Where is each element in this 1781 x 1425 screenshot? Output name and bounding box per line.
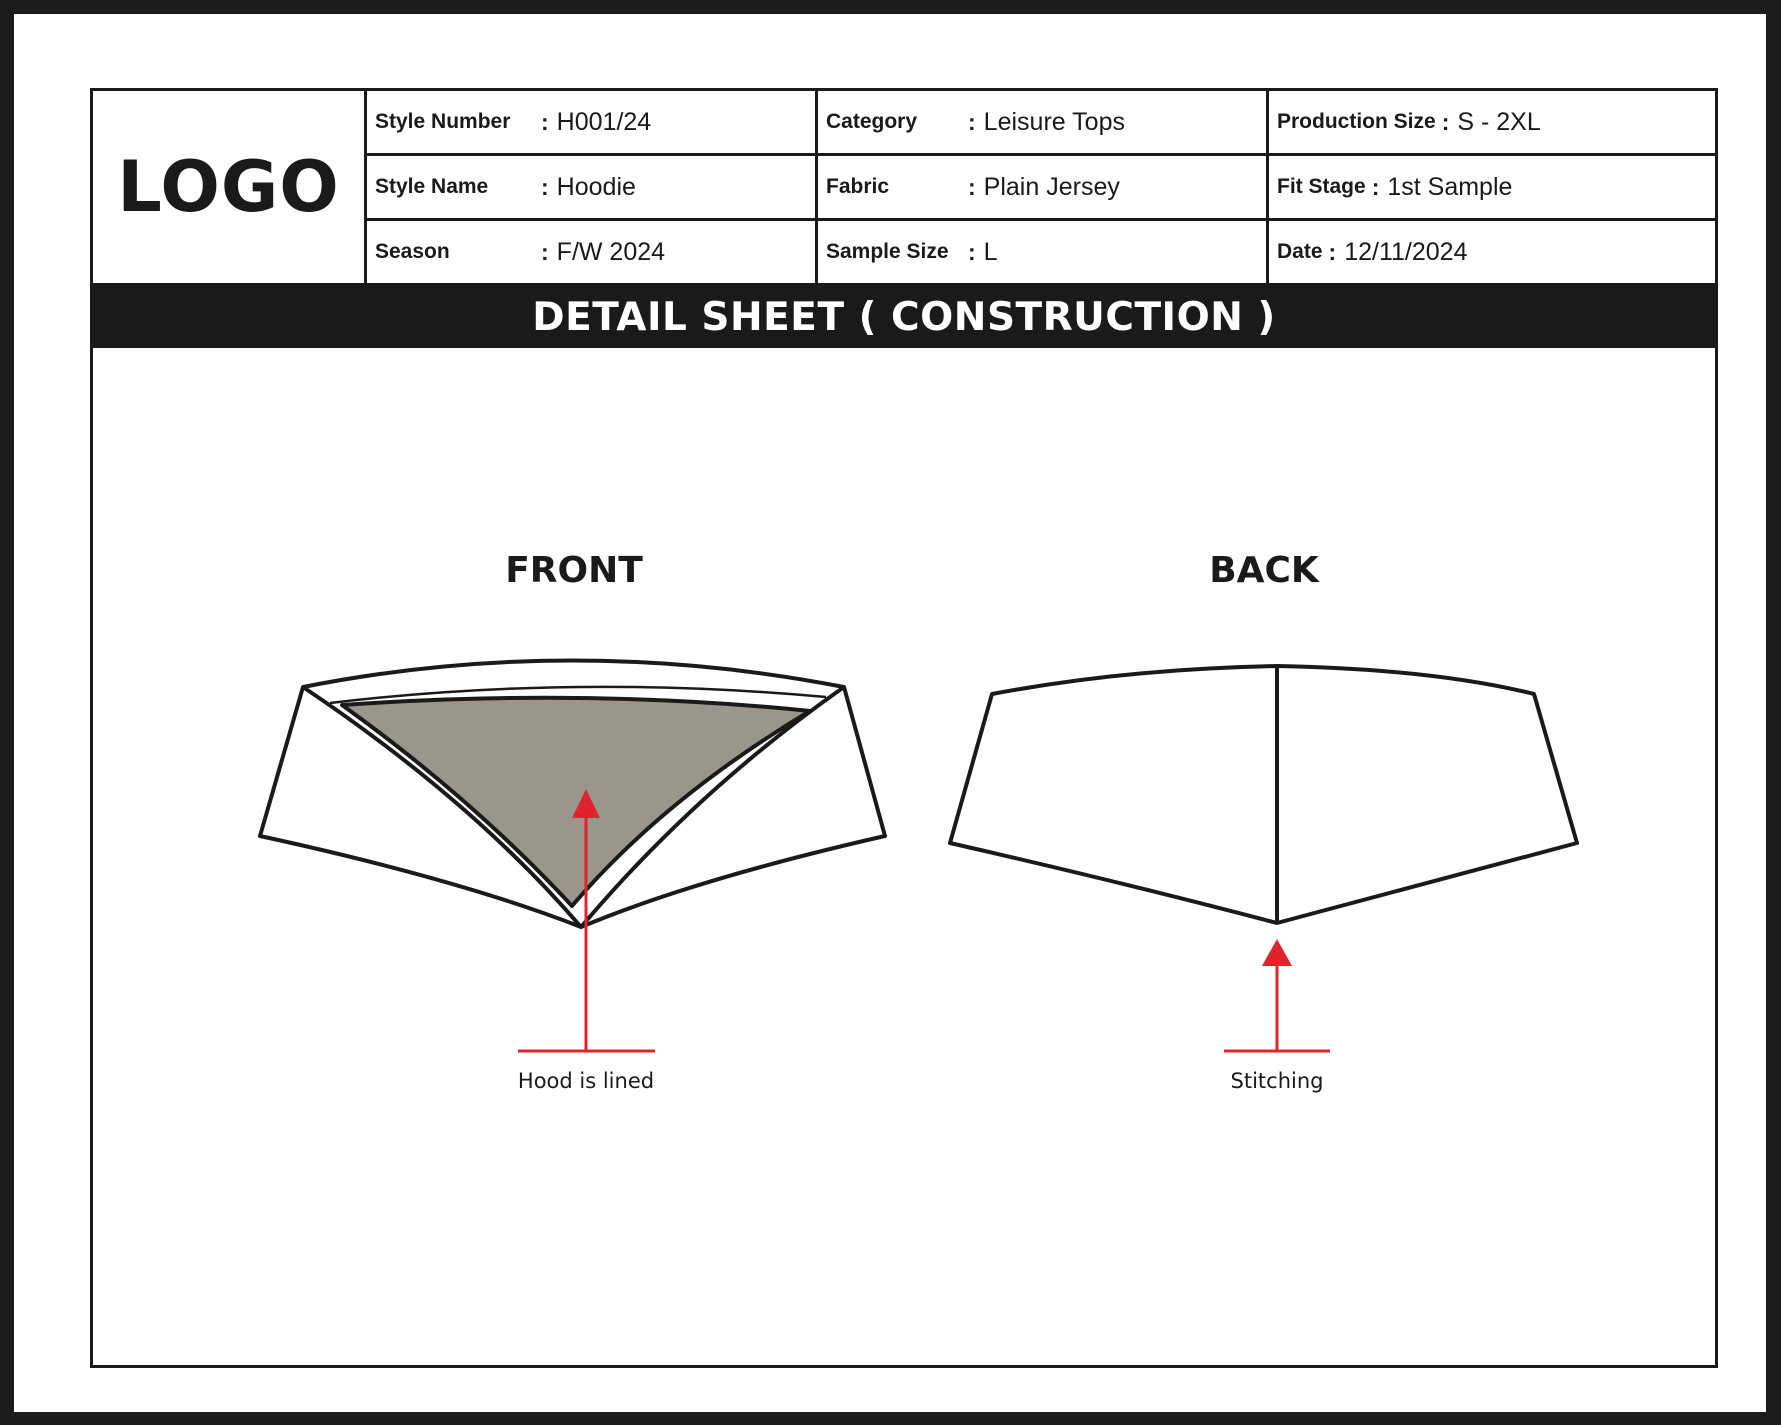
back-callout (1224, 939, 1330, 1093)
field-value: Plain Jersey (983, 172, 1120, 201)
field-label: Season (375, 240, 450, 263)
field-fabric: Fabric : Plain Jersey (818, 156, 1269, 221)
field-label: Fit Stage (1277, 175, 1366, 198)
field-label: Date (1277, 240, 1323, 263)
field-value: 1st Sample (1387, 172, 1513, 201)
hood-back-outline (950, 666, 1577, 923)
field-label: Category (826, 110, 918, 133)
field-date: Date : 12/11/2024 (1277, 237, 1468, 266)
field-fit-stage: Fit Stage : 1st Sample (1269, 156, 1715, 221)
field-category: Category : Leisure Tops (818, 91, 1269, 156)
front-view-title: FRONT (505, 550, 643, 591)
field-value: L (983, 237, 998, 266)
field-value: Leisure Tops (983, 107, 1125, 136)
field-sample-size: Sample Size : L (818, 221, 1269, 283)
field-label: Production Size (1277, 110, 1436, 133)
hood-back-sketch (950, 666, 1577, 923)
field-season: Season : F/W 2024 (367, 221, 818, 283)
construction-drawing (93, 91, 1715, 1365)
field-value: S - 2XL (1457, 107, 1541, 136)
field-value: Hoodie (556, 172, 636, 201)
field-label: Style Name (375, 175, 489, 198)
field-value: H001/24 (556, 107, 652, 136)
field-label: Sample Size (826, 240, 949, 263)
field-production-size: Production Size : S - 2XL (1269, 91, 1715, 156)
detail-sheet-page (14, 14, 1766, 1412)
field-label: Style Number (375, 110, 511, 133)
field-value: 12/11/2024 (1344, 237, 1468, 266)
hood-front-sketch (260, 661, 885, 928)
front-callout-label: Hood is lined (517, 1069, 655, 1093)
back-callout-arrow (1262, 939, 1292, 966)
field-style-number: Style Number : H001/24 (367, 91, 818, 156)
sheet-title: DETAIL SHEET ( CONSTRUCTION ) (532, 294, 1276, 340)
field-label: Fabric (826, 175, 890, 198)
logo: LOGO (117, 146, 340, 228)
sheet-frame (90, 88, 1718, 1368)
field-style-name: Style Name : Hoodie (367, 156, 818, 221)
back-callout-label: Stitching (1230, 1069, 1324, 1093)
field-value: F/W 2024 (556, 237, 666, 266)
back-view-title: BACK (1209, 550, 1319, 591)
